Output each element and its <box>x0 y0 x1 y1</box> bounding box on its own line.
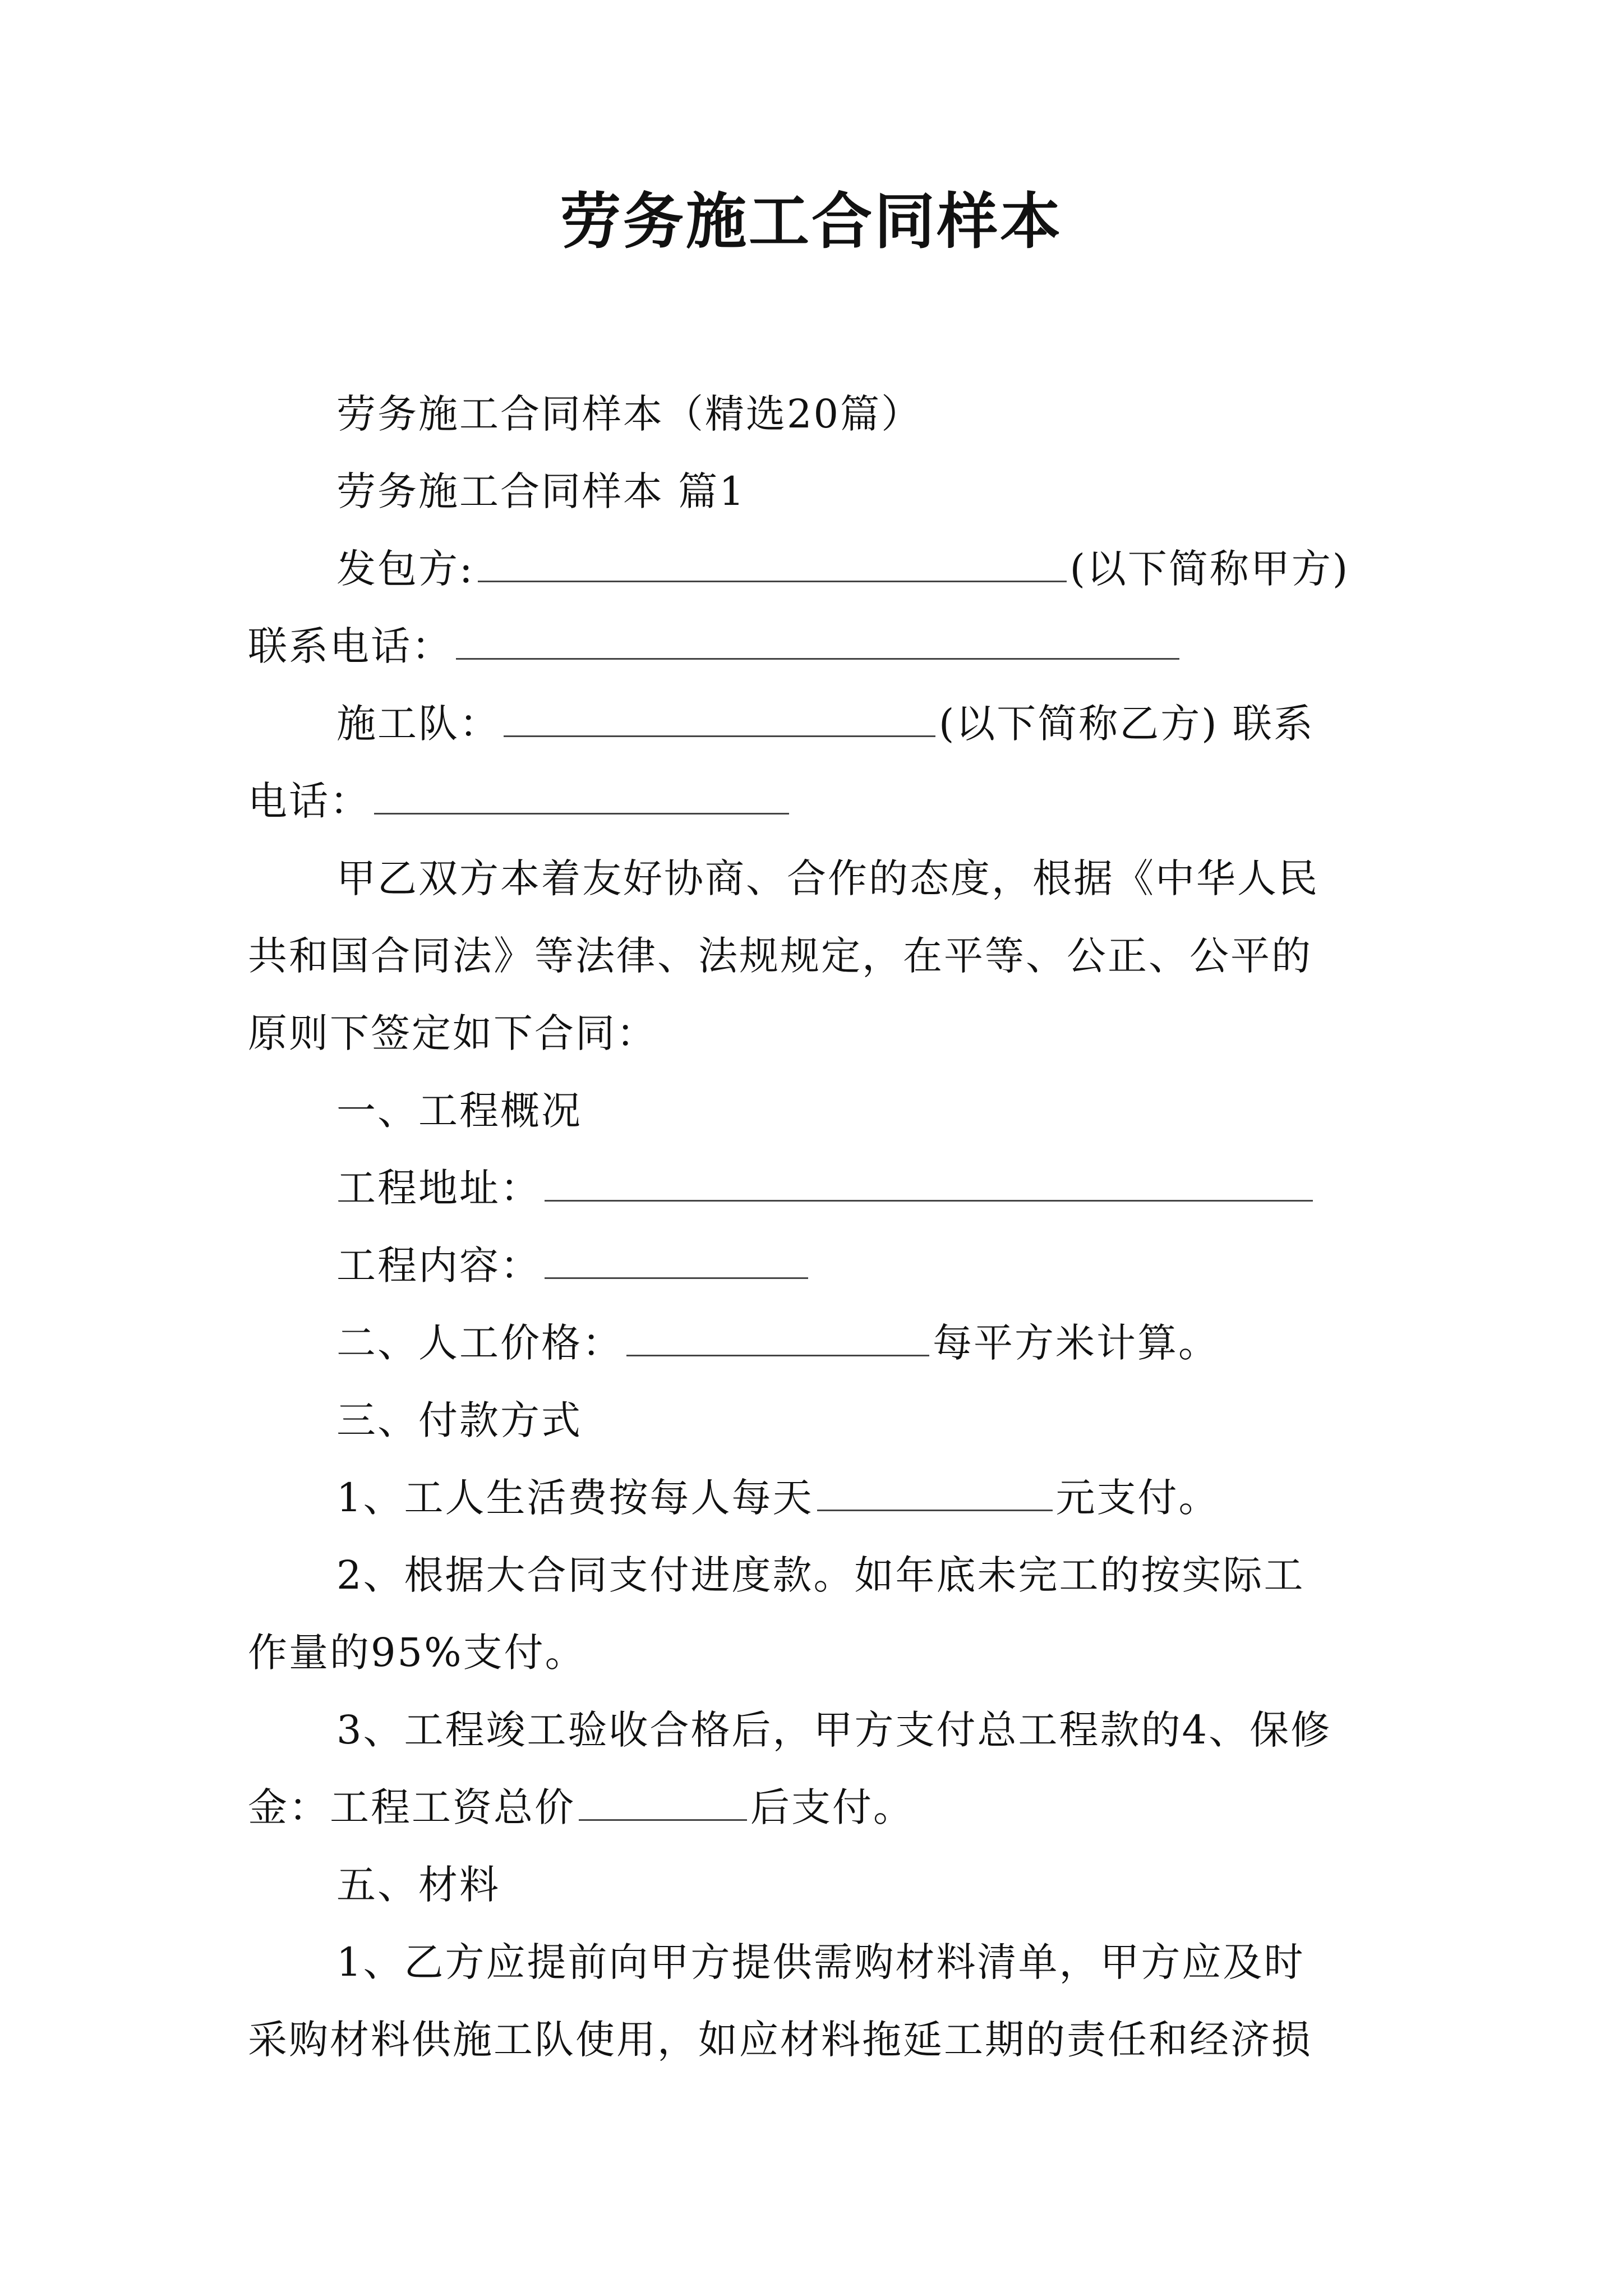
subtitle: 劳务施工合同样本（精选20篇） <box>336 391 923 437</box>
contractor-phone-label: 电话： <box>248 778 371 824</box>
payment-item-2-line-1: 2、根据大合同支付进度款。如年底未完工的按实际工 <box>336 1552 1305 1598</box>
preamble-line-3: 原则下签定如下合同： <box>248 1010 657 1056</box>
payment-item-3-line-2 <box>248 1780 1386 1834</box>
payment-item-3-label: 金：工程工资总价 <box>248 1784 575 1830</box>
materials-item-1-line-1: 1、乙方应提前向甲方提供需购材料清单，甲方应及时 <box>336 1939 1305 1985</box>
payment-item-1 <box>248 1471 1386 1525</box>
project-address-label: 工程地址： <box>336 1165 541 1211</box>
employer-phone-line <box>248 619 1386 673</box>
section-heading: 劳务施工合同样本 篇1 <box>336 468 746 514</box>
labor-price-label: 二、人工价格： <box>336 1320 623 1366</box>
payment-item-3-line-1: 3、工程竣工验收合格后，甲方支付总工程款的4、保修 <box>336 1707 1332 1753</box>
labor-price-line <box>248 1316 1386 1370</box>
project-address-blank <box>545 1163 1313 1202</box>
contractor-suffix: (以下简称乙方) 联系 <box>939 701 1315 747</box>
payment-item-2-line-2: 作量的95%支付。 <box>248 1630 586 1676</box>
preamble-line-2: 共和国合同法》等法律、法规规定，在平等、公正、公平的 <box>248 933 1312 979</box>
employer-blank <box>478 544 1067 582</box>
contractor-label: 施工队： <box>336 701 500 747</box>
section-1-heading: 一、工程概况 <box>336 1088 582 1134</box>
employer-suffix: (以下简称甲方) <box>1069 546 1350 592</box>
project-content-line <box>248 1239 1386 1292</box>
payment-item-3-suffix: 后支付。 <box>750 1784 914 1830</box>
project-address-line <box>248 1161 1386 1215</box>
project-content-blank <box>545 1240 808 1279</box>
contractor-phone-blank <box>374 776 789 815</box>
project-content-label: 工程内容： <box>336 1243 541 1289</box>
labor-price-blank <box>626 1318 929 1356</box>
employer-label: 发包方: <box>336 546 474 592</box>
document-title: 劳务施工合同样本 <box>560 186 1063 257</box>
materials-item-1-line-2: 采购材料供施工队使用，如应材料拖延工期的责任和经济损 <box>248 2017 1312 2063</box>
employer-line <box>248 542 1386 596</box>
payment-item-1-label: 1、工人生活费按每人每天 <box>336 1475 814 1521</box>
contractor-line <box>248 697 1386 751</box>
employer-phone-blank <box>456 621 1179 660</box>
preamble-line-1: 甲乙双方本着友好协商、合作的态度，根据《中华人民 <box>336 855 1319 901</box>
living-expense-blank <box>817 1473 1053 1511</box>
contractor-phone-line <box>248 774 1386 828</box>
payment-item-1-suffix: 元支付。 <box>1055 1475 1220 1521</box>
section-3-heading: 三、付款方式 <box>336 1397 582 1443</box>
employer-phone-label: 联系电话： <box>248 623 453 669</box>
labor-price-suffix: 每平方米计算。 <box>933 1320 1219 1366</box>
section-5-heading: 五、材料 <box>336 1862 500 1908</box>
warranty-blank <box>579 1782 747 1821</box>
contractor-blank <box>504 698 935 737</box>
